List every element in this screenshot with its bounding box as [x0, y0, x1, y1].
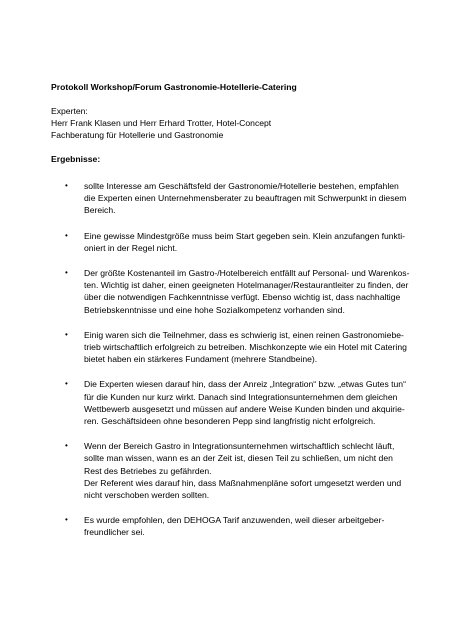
- result-text-line: Der Referent wies darauf hin, dass Maßnahmenpläne sofort umgesetzt werden und: [84, 477, 402, 488]
- results-list: [51, 180, 413, 539]
- experts-label: Experten:: [51, 106, 88, 116]
- result-text-line: sollte Interesse am Geschäftsfeld der Gastronomie/Hotellerie bestehen, empfahlen: [84, 181, 399, 191]
- result-text-line: Einig waren sich die Teilnehmer, dass es schwierig ist, einen reinen Gastronomiebe-: [84, 329, 404, 340]
- bullet-icon: •: [65, 441, 68, 451]
- bullet-icon: •: [65, 268, 68, 278]
- result-item: [51, 180, 413, 217]
- bullet-icon: •: [65, 329, 68, 339]
- bullet-icon: •: [65, 515, 68, 525]
- result-text-line: freundlicher sei.: [84, 527, 145, 538]
- result-text-line: Der größte Kostenanteil im Gastro-/Hotelbereich entfällt auf Personal- und Warenkos-: [84, 268, 410, 279]
- results-heading: Ergebnisse:: [51, 154, 101, 164]
- result-item: [51, 378, 413, 427]
- result-text-line: Rest des Betriebes zu gefährden.: [84, 465, 212, 476]
- result-item: [51, 329, 413, 366]
- result-text-line: Es wurde empfohlen, den DEHOGA Tarif anzuwenden, weil dieser arbeitgeber-: [84, 515, 385, 526]
- result-text-line: bietet haben ein stärkeres Fundament (mehrere Standbeine).: [84, 354, 318, 365]
- result-text-line: Bereich.: [84, 205, 116, 216]
- result-text-line: Wenn der Bereich Gastro in Integrationsunternehmen wirtschaftlich schlecht läuft,: [84, 441, 395, 452]
- result-text-line: Wettbewerb ausgesetzt und müssen auf andere Weise Kunden binden und akquirie-: [84, 403, 405, 414]
- bullet-icon: •: [65, 230, 68, 240]
- result-text-line: sollte man wissen, wann es an der Zeit ist, diesen Teil zu schließen, um nicht den: [84, 453, 393, 464]
- result-text-line: Eine gewisse Mindestgröße muss beim Start gegeben sein. Klein anzufangen funkti-: [84, 230, 406, 241]
- result-text-line: Betriebskenntnisse und eine hohe Sozialkompetenz vorhanden sind.: [84, 304, 345, 315]
- result-text-line: ten. Wichtig ist daher, einen geeigneten Hotelmanager/Restaurantleiter zu finden, der: [84, 280, 409, 291]
- result-text-line: Die Experten wiesen darauf hin, dass der Anreiz „Integration“ bzw. „etwas Gutes tun“: [84, 379, 406, 390]
- result-text-line: die Experten einen Unternehmensberater zu beauftragen mit Schwerpunkt in diesem: [84, 193, 407, 204]
- result-text-line: nicht verschoben werden sollten.: [84, 490, 210, 501]
- result-item: [51, 440, 413, 501]
- experts-line: Fachberatung für Hotellerie und Gastronomie: [51, 130, 224, 140]
- result-text-line: trieb wirtschaftlich erfolgreich zu betreiben. Mischkonzepte wie ein Hotel mit Catering: [84, 342, 407, 353]
- experts-section: [51, 105, 413, 141]
- result-item: [51, 267, 413, 316]
- bullet-icon: •: [65, 379, 68, 389]
- result-text-line: über die notwendigen Fachkenntnisse verfügt. Ebenso wichtig ist, dass nachhaltige: [84, 292, 401, 303]
- experts-line: Herr Frank Klasen und Herr Erhard Trotter, Hotel-Concept: [51, 118, 272, 128]
- document-title: Protokoll Workshop/Forum Gastronomie-Hotellerie-Catering: [51, 82, 297, 92]
- result-item: [51, 230, 413, 254]
- result-item: [51, 514, 413, 538]
- result-text-line: für die Kunden nur kurz wirkt. Danach sind Integrationsunternehmen dem gleichen: [84, 391, 398, 402]
- result-text-line: oniert in der Regel nicht.: [84, 242, 178, 253]
- bullet-icon: •: [65, 181, 68, 190]
- result-text-line: ren. Geschäftsideen ohne besonderen Pepp sind langfristig nicht erfolgreich.: [84, 416, 376, 427]
